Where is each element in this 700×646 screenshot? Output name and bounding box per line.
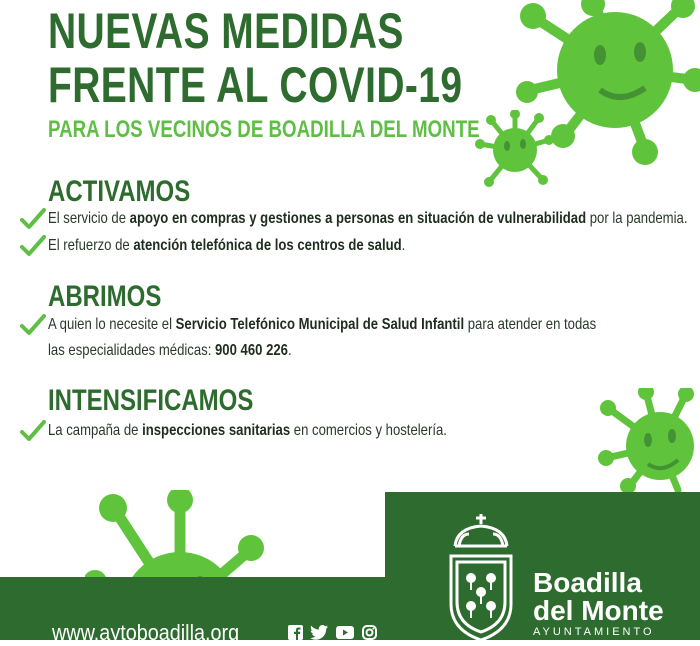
- section-heading-activamos: ACTIVAMOS: [48, 175, 191, 208]
- item-text: .: [287, 342, 292, 359]
- page-title-line1: NUEVAS MEDIDAS: [48, 3, 404, 59]
- item-text-bold: inspecciones sanitarias: [142, 422, 291, 439]
- twitter-icon[interactable]: [310, 625, 328, 640]
- section-heading-abrimos: ABRIMOS: [48, 280, 162, 313]
- checkmark-icon: [20, 208, 46, 230]
- virus-icon-right: [598, 388, 700, 492]
- checkmark-icon: [20, 420, 46, 442]
- item-text: en comercios y hostelería.: [290, 422, 447, 439]
- website-link[interactable]: www.aytoboadilla.org: [52, 620, 240, 645]
- checkmark-icon: [20, 235, 46, 257]
- item-text-bold: atención telefónica de los centros de salud: [133, 237, 402, 254]
- youtube-icon[interactable]: [336, 626, 354, 639]
- social-icons: [288, 624, 383, 640]
- item-text-bold: Servicio Telefónico Municipal de Salud Infantil: [175, 316, 465, 333]
- facebook-icon[interactable]: [288, 625, 303, 640]
- item-text: .: [401, 237, 406, 254]
- coat-of-arms-logo: [445, 512, 517, 640]
- item-text: El servicio de: [48, 210, 130, 227]
- item-text: El refuerzo de: [48, 237, 134, 254]
- item-text: por la pandemia.: [586, 210, 688, 227]
- page-title-line2: FRENTE AL COVID-19: [48, 57, 463, 113]
- item-text: A quien lo necesite el: [48, 316, 176, 333]
- item-text: La campaña de: [48, 422, 143, 439]
- brand-name-line1: Boadilla: [533, 567, 642, 598]
- checkmark-icon: [20, 314, 46, 336]
- item-text-bold: 900 460 226: [215, 342, 288, 359]
- brand-name-line2: del Monte: [533, 595, 664, 626]
- section-heading-intensificamos: INTENSIFICAMOS: [48, 384, 254, 417]
- item-text: para atender en todas: [464, 316, 597, 333]
- brand-name-line3: AYUNTAMIENTO: [533, 626, 655, 638]
- item-text: las especialidades médicas:: [48, 342, 216, 359]
- item-text-bold: apoyo en compras y gestiones a personas en situación de vulnerabilidad: [129, 210, 587, 227]
- virus-icon-small-top: [475, 110, 555, 190]
- instagram-icon[interactable]: [362, 625, 377, 640]
- page-subtitle: PARA LOS VECINOS DE BOADILLA DEL MONTE: [48, 116, 480, 143]
